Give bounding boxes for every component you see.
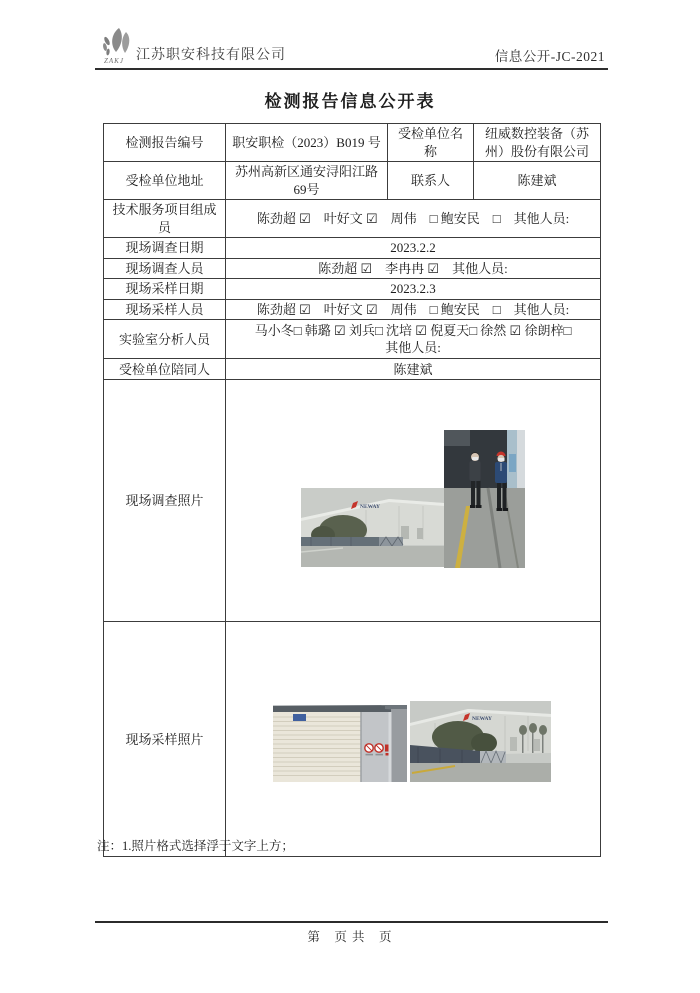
report-no-label: 检测报告编号 [104,124,226,162]
survey-staff-value: 陈劲超 ☑ 李冉冉 ☑ 其他人员: [226,258,601,279]
lab-staff-value [226,320,601,359]
table-row [104,320,601,359]
page-title: 检测报告信息公开表 [264,92,436,111]
team-label: 技术服务项目组成员 [104,200,226,238]
survey-photo-factory [301,488,444,567]
unit-name-value: 纽威数控装备（苏州）股份有限公司 [474,124,601,162]
footer-divider [95,921,608,923]
sampling-date-value: 2023.2.3 [226,279,601,300]
table-row [104,162,601,200]
table-row [104,622,601,857]
survey-photo-cell [226,380,601,622]
survey-photo-label: 现场调查照片 [104,380,226,622]
report-table [103,123,601,857]
lab-staff-line2: 其他人员: [385,340,441,356]
table-row [104,238,601,259]
table-row [104,359,601,380]
table-row [104,124,601,162]
lab-staff-label: 实验室分析人员 [104,320,226,359]
escort-label: 受检单位陪同人 [104,359,226,380]
company-logo-icon [98,26,138,66]
sampling-staff-label: 现场采样人员 [104,299,226,320]
door-sign [293,714,306,721]
page-number: 第 页 共 页 [307,930,393,944]
logo-text: ZAKJ [104,57,124,65]
survey-photo-people [444,430,525,568]
sampling-staff-value: 陈劲超 ☑ 叶好文 ☑ 周伟 □ 鲍安民 □ 其他人员: [226,299,601,320]
sampling-photo-factory [410,701,551,782]
neway-logo-text: NEWAY [472,716,492,723]
table-row [104,258,601,279]
survey-staff-label: 现场调查人员 [104,258,226,279]
table-row [104,380,601,622]
address-label: 受检单位地址 [104,162,226,200]
unit-name-label: 受检单位名称 [388,124,474,162]
report-no-value: 职安职检（2023）B019 号 [226,124,388,162]
sampling-photo-label: 现场采样照片 [104,622,226,857]
survey-date-label: 现场调查日期 [104,238,226,259]
survey-date-value: 2023.2.2 [226,238,601,259]
address-value: 苏州高新区通安浔阳江路 69号 [226,162,388,200]
table-row [104,299,601,320]
neway-logo-text: NEWAY [360,504,380,511]
sampling-date-label: 现场采样日期 [104,279,226,300]
header-divider [95,68,608,70]
table-row [104,279,601,300]
footnote: 注：1.照片格式选择浮于文字上方； [97,839,294,853]
table-row [104,200,601,238]
team-members: 陈劲超 ☑ 叶好文 ☑ 周伟 □ 鲍安民 □ 其他人员: [226,200,601,238]
sampling-photo-cell [226,622,601,857]
document-code: 信息公开-JC-2021 [494,49,605,64]
escort-value: 陈建斌 [226,359,601,380]
sampling-photo-shutter-door [273,705,407,782]
lab-staff-line1: 马小冬□ 韩璐 ☑ 刘兵□ 沈培 ☑ 倪夏天□ 徐然 ☑ 徐朗梓□ [254,322,572,338]
contact-value: 陈建斌 [474,162,601,200]
contact-label: 联系人 [388,162,474,200]
company-name: 江苏职安科技有限公司 [136,48,286,63]
